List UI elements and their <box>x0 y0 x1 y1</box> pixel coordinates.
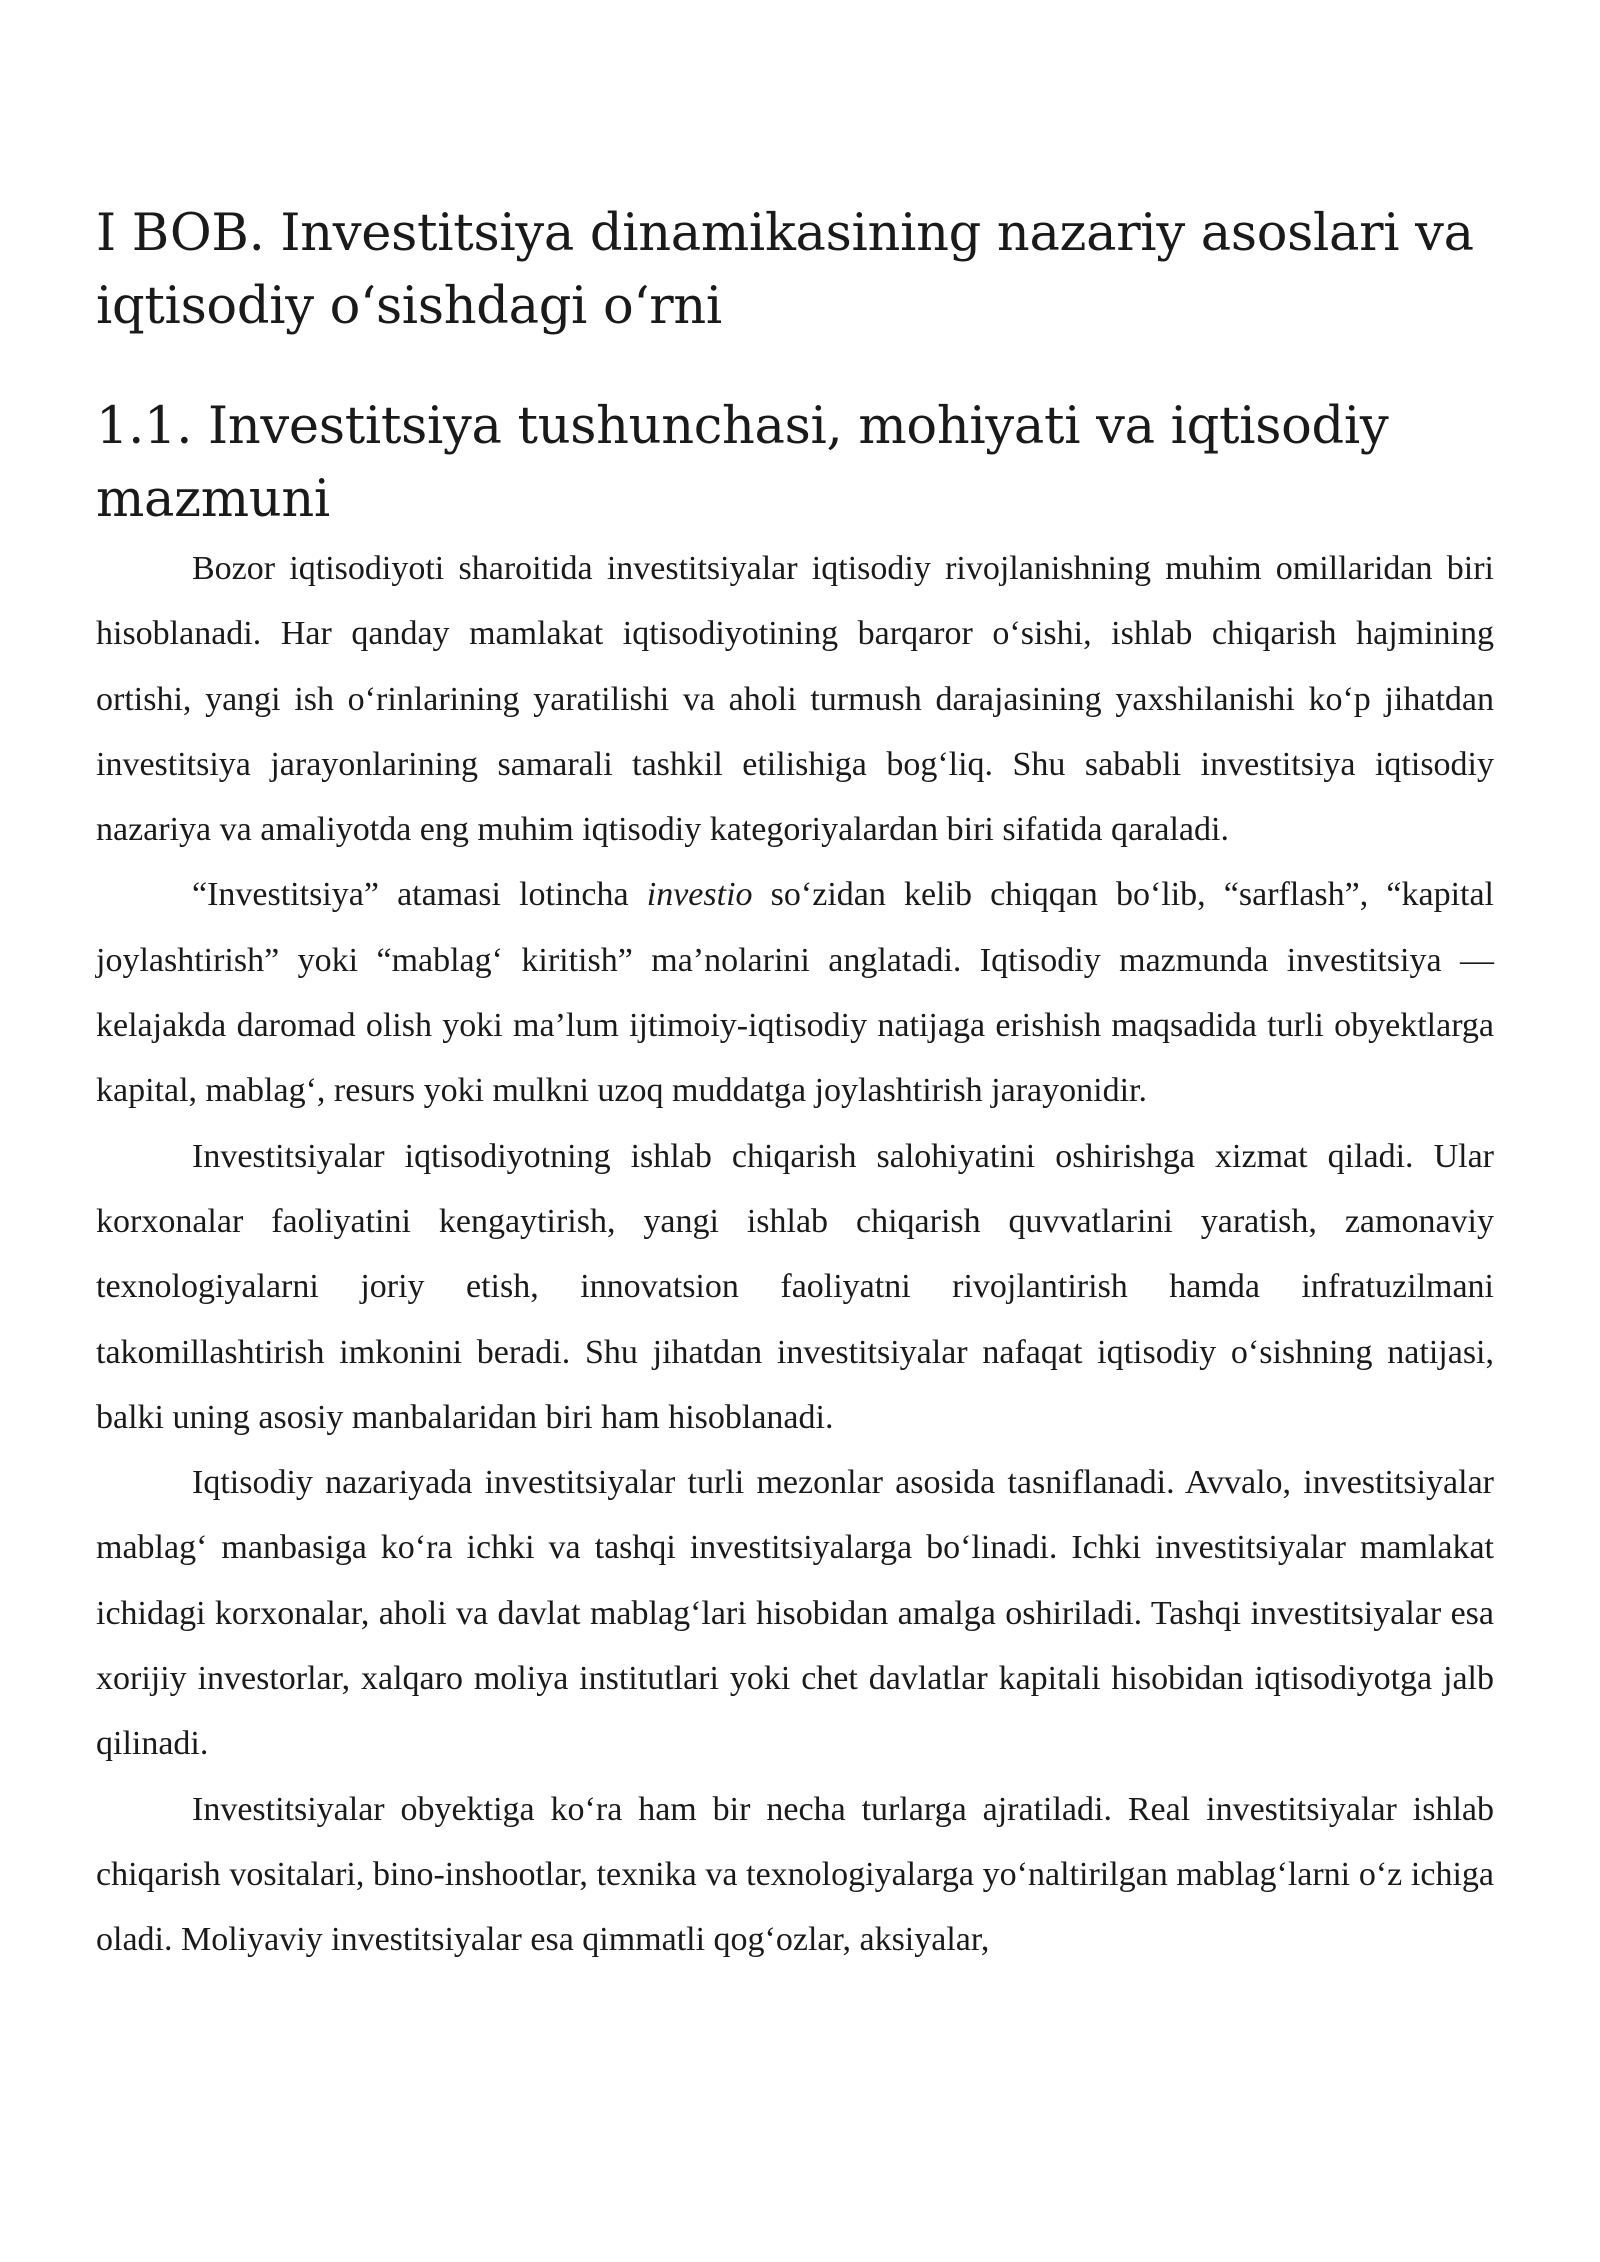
paragraph-3: Investitsiyalar iqtisodiyotning ishlab chiqarish salohiyatini oshirishga xizmat qiladi. Ular korxonalar faoliyatini kengaytirish, yangi ishlab chiqarish quvvatlarini yaratish, zamonaviy texnologiyalarni joriy etish, innovatsion faoliyatni rivojlantirish hamda infratuzilmani takomillashtirish imkonini beradi. Shu jihatdan investitsiyalar nafaqat iqtisodiy o‘sishning natijasi, balki uning asosiy manbalaridan biri ham hisoblanadi. <box>96 1137 1494 1436</box>
paragraph-2 <box>96 862 1494 1123</box>
chapter-title: I BOB. Investitsiya dinamikasining nazariy asoslari va iqtisodiy o‘sishdagi o‘rni <box>96 204 1474 336</box>
body-text <box>96 536 1494 1973</box>
paragraph-2-latin-term: investio <box>646 876 753 914</box>
paragraph-1: Bozor iqtisodiyoti sharoitida investitsiyalar iqtisodiy rivojlanishning muhim omillaridan biri hisoblanadi. Har qanday mamlakat iqtisodiyotining barqaror o‘sishi, ishlab chiqarish hajmining ortishi, yangi ish o‘rinlarining yaratilishi va aholi turmush darajasining yaxshilanishi ko‘p jihatdan investitsiya jarayonlarining samarali tashkil etilishiga bog‘liq. Shu sababli investitsiya iqtisodiy nazariya va amaliyotda eng muhim iqtisodiy kategoriyalardan biri sifatida qaraladi. <box>96 550 1494 849</box>
section-title: 1.1. Investitsiya tushunchasi, mohiyati va iqtisodiy mazmuni <box>96 397 1389 529</box>
paragraph-2-start: “Investitsiya” atamasi lotincha <box>192 876 647 914</box>
paragraph-5: Investitsiyalar obyektiga ko‘ra ham bir necha turlarga ajratiladi. Real investitsiyalar ishlab chiqarish vositalari, bino-inshootlar, texnika va texnologiyalarga yo‘naltirilgan mablag‘larni o‘z ichiga oladi. Moliyaviy investitsiyalar esa qimmatli qog‘ozlar, aksiyalar, <box>96 1790 1494 1959</box>
paragraph-2-end: so‘zidan kelib chiqqan bo‘lib, “sarflash”, “kapital joylashtirish” yoki “mablag‘ kiritish” ma’nolarini anglatadi. Iqtisodiy mazmunda investitsiya — kelajakda daromad olish yoki ma’lum ijtimoiy-iqtisodiy natijaga erishish maqsadida turli obyektlarga kapital, mablag‘, resurs yoki mulkni uzoq muddatga joylashtirish jarayonidir. <box>96 876 1494 1110</box>
paragraph-4: Iqtisodiy nazariyada investitsiyalar turli mezonlar asosida tasniflanadi. Avvalo, investitsiyalar mablag‘ manbasiga ko‘ra ichki va tashqi investitsiyalarga bo‘linadi. Ichki investitsiyalar mamlakat ichidagi korxonalar, aholi va davlat mablag‘lari hisobidan amalga oshiriladi. Tashqi investitsiyalar esa xorijiy investorlar, xalqaro moliya institutlari yoki chet davlatlar kapitali hisobidan iqtisodiyotga jalb qilinadi. <box>96 1464 1494 1763</box>
